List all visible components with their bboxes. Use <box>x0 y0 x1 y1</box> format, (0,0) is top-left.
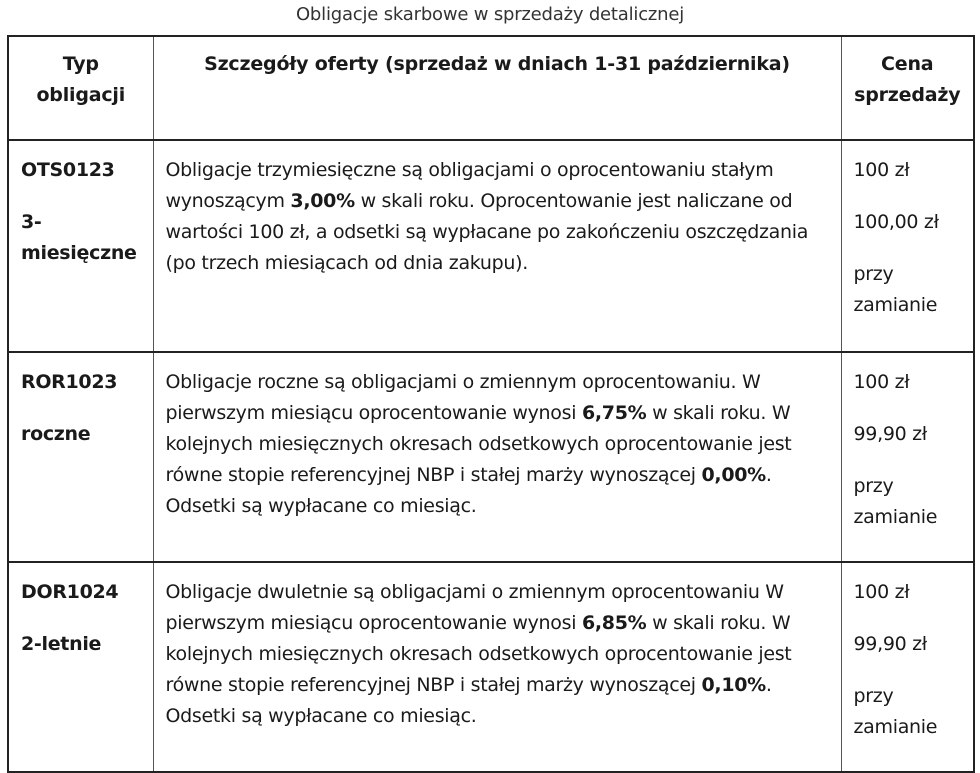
table-caption: Obligacje skarbowe w sprzedaży detalicznej <box>295 4 685 25</box>
header-details: Szczegóły oferty (sprzedaż w dniach 1-31 października) <box>153 36 841 140</box>
header-price: Cena sprzedaży <box>841 36 974 140</box>
bonds-table <box>7 35 975 773</box>
exchange-price: 99,90 zł <box>853 633 927 655</box>
bond-details-cell <box>153 352 841 562</box>
bond-price-cell <box>841 562 974 772</box>
details-text: . Odsetki są wypłacane co miesiąc. <box>165 674 772 727</box>
table-header-row <box>8 36 974 140</box>
details-text: w skali roku. Oprocentowanie jest naliczane od wartości 100 zł, a odsetki są wypłacane po zakończeniu oszczędzania (po trzech miesiącach od dnia zakupu). <box>165 190 809 274</box>
fixed-margin: 0,10% <box>701 674 766 696</box>
details-text: Obligacje trzymiesięczne są obligacjami o oprocentowaniu stałym wynoszącym <box>165 159 774 212</box>
interest-rate: 3,00% <box>290 190 355 212</box>
exchange-price: 99,90 zł <box>853 423 927 445</box>
details-text: Obligacje roczne są obligacjami o zmiennym oprocentowaniu. W pierwszym miesiącu oprocentowanie wynosi <box>165 371 761 424</box>
table-row <box>8 562 974 772</box>
bond-details-cell <box>153 562 841 772</box>
nominal-price: 100 zł <box>853 371 910 393</box>
interest-rate: 6,85% <box>581 612 647 634</box>
nominal-price: 100 zł <box>853 159 910 181</box>
table-row <box>8 140 974 352</box>
interest-rate: 6,75% <box>581 402 647 424</box>
details-text: w skali roku. W kolejnych miesięcznych okresach odsetkowych oprocentowanie jest równe stopie referencyjnej NBP i stałej marży wynoszącej <box>165 402 792 486</box>
nominal-price: 100 zł <box>853 581 910 603</box>
header-type: Typ obligacji <box>8 36 153 140</box>
bond-term: roczne <box>21 423 91 445</box>
exchange-note: przy zamianie <box>853 263 938 316</box>
exchange-note: przy zamianie <box>853 475 938 528</box>
bond-price-cell <box>841 140 974 352</box>
bond-code: DOR1024 <box>21 581 119 603</box>
exchange-price: 100,00 zł <box>853 211 939 233</box>
bond-details-cell <box>153 140 841 352</box>
bond-term: 2-letnie <box>21 633 102 655</box>
bond-code: OTS0123 <box>21 159 115 181</box>
bond-code: ROR1023 <box>21 371 118 393</box>
details-text: w skali roku. W kolejnych miesięcznych okresach odsetkowych oprocentowanie jest równe stopie referencyjnej NBP i stałej marży wynoszącej <box>165 612 792 696</box>
bond-term: 3-miesięczne <box>21 211 137 264</box>
exchange-note: przy zamianie <box>853 685 938 738</box>
bond-type-cell <box>8 140 153 352</box>
bond-type-cell <box>8 562 153 772</box>
fixed-margin: 0,00% <box>701 464 766 486</box>
details-text: Obligacje dwuletnie są obligacjami o zmiennym oprocentowaniu W pierwszym miesiącu oprocentowanie wynosi <box>165 581 784 634</box>
details-text: . Odsetki są wypłacane co miesiąc. <box>165 464 772 517</box>
bond-price-cell <box>841 352 974 562</box>
table-row <box>8 352 974 562</box>
bond-type-cell <box>8 352 153 562</box>
